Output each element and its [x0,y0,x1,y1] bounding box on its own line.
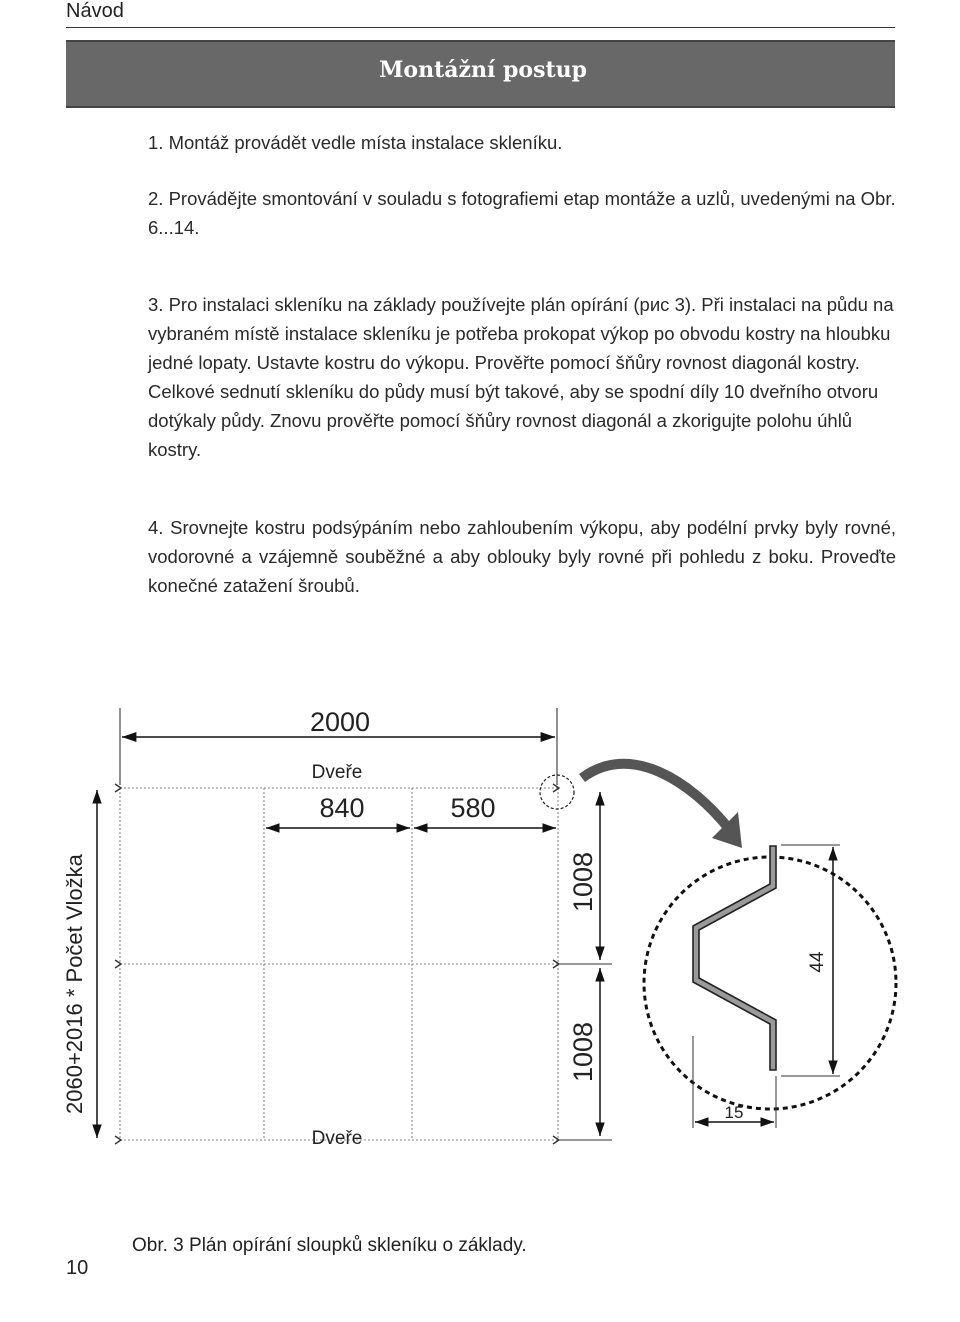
section-banner [66,40,895,108]
step-3-text: 3. Pro instalaci skleníku na základy používejte plán opírání (рис 3). Při instalaci na půdu na vybraném místě instalace skleníku je potřeba prokopat výkop po obvodu kostry na hloubku jedné lopaty. Ustavte kostru do výkopu. Prověřte pomocí šňůry rovnost diagonál kostry. Celkové sednutí skleníku do půdy musí být takové, aby se spodní díly 10 dveřního otvoru dotýkaly půdy. Znovu prověřte pomocí šňůry rovnost diagonál a zkorigujte polohu úhlů kostry. [148,294,894,460]
dimension-580-label: 580 [450,793,496,823]
detail-circle [644,857,896,1109]
profile-section [693,846,776,1070]
step-4-text: 4. Srovnejte kostru podsýpáním nebo zahloubením výkopu, aby podélní prvky byly rovné, vodorovné a vzájemně souběžné a aby oblouky byly rovné při pohledu z boku. Proveďte konečné zatažení šroubů. [148,517,896,596]
header-label: Návod [66,0,124,22]
dimension-1008-bottom-label: 1008 [568,1021,598,1083]
page-number: 10 [66,1257,89,1279]
dimension-840-label: 840 [319,793,365,823]
header-rule [66,27,895,28]
dimension-15-label: 15 [724,1103,744,1122]
door-label-bottom: Dveře [311,1128,363,1149]
detail-arrow [582,764,730,830]
step-1-text: 1. Montáž provádět vedle místa instalace skleníku. [148,132,563,153]
plan-grid [120,788,560,1140]
section-title: Montážní postup [379,57,587,83]
post-marker [115,784,121,792]
dimension-2000-label: 2000 [309,707,371,737]
foundation-plan-drawing [0,690,960,1230]
dimension-1008-top-label: 1008 [568,851,598,913]
side-dimension-label: 2060+2016 * Počet Vložka [62,854,87,1114]
figure-caption: Obr. 3 Plán opírání sloupků skleníku o základy. [132,1235,527,1256]
foundation-plan-figure [0,690,960,1235]
step-2-text: 2. Provádějte smontování v souladu s fotografiemi etap montáže a uzlů, uvedenými na Obr. 6...14. [148,188,896,238]
door-label-top: Dveře [311,762,363,783]
dimension-44-label: 44 [807,951,828,973]
